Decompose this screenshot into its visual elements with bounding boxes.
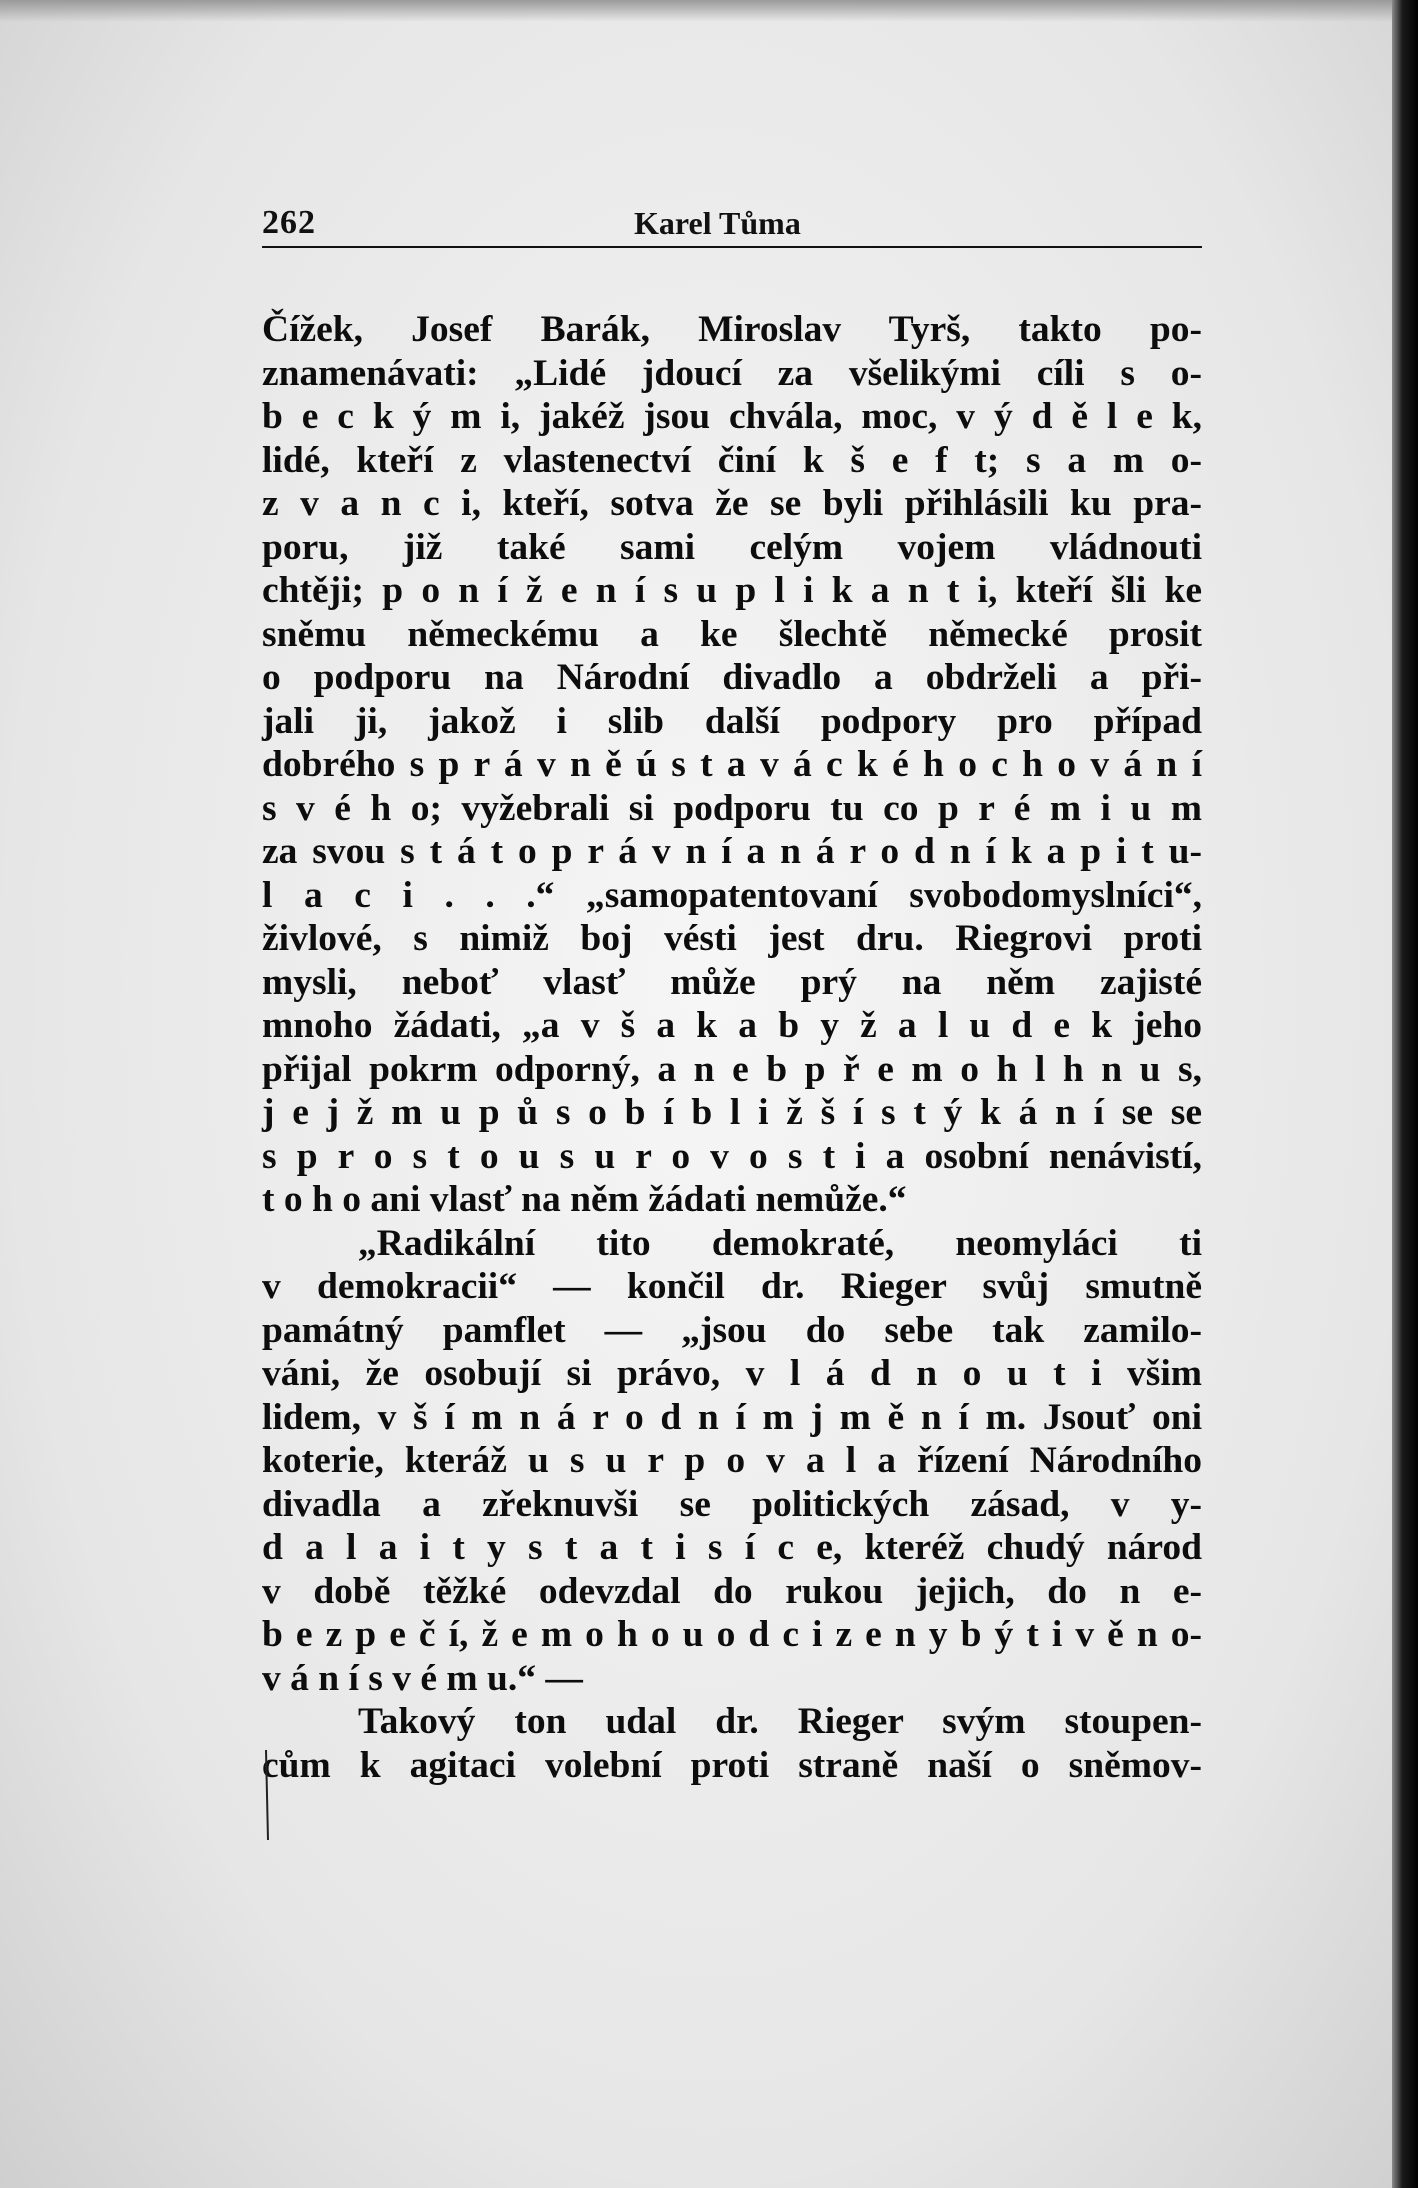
text-line: lidem, v š í m n á r o d n í m j m ě n í m. Jsouť oni bbox=[262, 1396, 1202, 1438]
text-line: z v a n c i, kteří, sotva že se byli přihlásili ku pra- bbox=[262, 483, 1202, 524]
text-line: poru, již také sami celým vojem vládnouti bbox=[262, 526, 1202, 568]
text-line: j e j ž m u p ů s o b í b l i ž š í s t ý k á n í se se bbox=[262, 1092, 1202, 1133]
text-line: za svou s t á t o p r á v n í a n á r o d n í k a p i t u- bbox=[262, 831, 1202, 872]
text-line: Takový ton udal dr. Rieger svým stoupen- bbox=[358, 1701, 1202, 1742]
text-line: přijal pokrm odporný, a n e b p ř e m o h l h n u s, bbox=[262, 1048, 1202, 1090]
text-line: „Radikální tito demokraté, neomyláci ti bbox=[358, 1222, 1202, 1264]
text-line: divadla a zřeknuvši se politických zásad, v y- bbox=[262, 1483, 1202, 1525]
text-line: b e c k ý m i, jakéž jsou chvála, moc, v ý d ě l e k, bbox=[262, 396, 1202, 437]
text-line: lidé, kteří z vlastenectví činí k š e f t; s a m o- bbox=[262, 439, 1202, 481]
text-line: jali ji, jakož i slib další podpory pro případ bbox=[262, 700, 1202, 742]
text-line: koterie, kteráž u s u r p o v a l a řízení Národního bbox=[262, 1440, 1202, 1481]
text-line: chtěji; p o n í ž e n í s u p l i k a n t i, kteří šli ke bbox=[262, 570, 1202, 611]
text-line: d a l a i t y s t a t i s í c e, kteréž chudý národ bbox=[262, 1527, 1202, 1568]
text-line: cům k agitaci volební proti straně naší o sněmov- bbox=[262, 1744, 1202, 1786]
text-line: mysli, neboť vlasť může prý na něm zajisté bbox=[262, 961, 1202, 1003]
page-top-shadow bbox=[0, 0, 1418, 22]
text-line: l a c i . . .“ „samopatentovaní svobodomyslníci“, bbox=[262, 874, 1202, 916]
text-line: živlové, s nimiž boj vésti jest dru. Riegrovi proti bbox=[262, 918, 1202, 959]
text-line: dobrého s p r á v n ě ú s t a v á c k é h o c h o v á n í bbox=[262, 744, 1202, 785]
text-line: mnoho žádati, „a v š a k a b y ž a l u d e k jeho bbox=[262, 1005, 1202, 1046]
text-line: t o h o ani vlasť na něm žádati nemůže.“ bbox=[262, 1179, 907, 1220]
text-line: v demokracii“ — končil dr. Rieger svůj smutně bbox=[262, 1266, 1202, 1307]
text-line: váni, že osobují si právo, v l á d n o u t i všim bbox=[262, 1353, 1202, 1394]
text-line: s v é h o; vyžebrali si podporu tu co p r é m i u m bbox=[262, 787, 1202, 829]
body-text bbox=[262, 308, 1202, 1787]
text-line: památný pamflet — „jsou do sebe tak zamilo- bbox=[262, 1309, 1202, 1351]
text-line: sněmu německému a ke šlechtě německé prosit bbox=[262, 613, 1202, 655]
text-line: v době těžké odevzdal do rukou jejich, do n e- bbox=[262, 1570, 1202, 1612]
running-head: Karel Tůma bbox=[634, 205, 801, 241]
text-line: b e z p e č í, ž e m o h o u o d c i z e n y b ý t i v ě n o- bbox=[262, 1614, 1202, 1655]
page-header bbox=[262, 198, 1202, 248]
text-line: s p r o s t o u s u r o v o s t i a osobní nenávistí, bbox=[262, 1135, 1202, 1177]
page-binding-edge bbox=[1392, 0, 1418, 2188]
page-number: 262 bbox=[262, 204, 316, 241]
text-line: znamenávati: „Lidé jdoucí za všelikými cíli s o- bbox=[262, 352, 1202, 394]
text-line: Čížek, Josef Barák, Miroslav Tyrš, takto po- bbox=[262, 309, 1202, 350]
text-line: o podporu na Národní divadlo a obdrželi a při- bbox=[262, 657, 1202, 698]
text-line: v á n í s v é m u.“ — bbox=[262, 1657, 583, 1699]
margin-pencil-mark bbox=[262, 1750, 274, 1840]
